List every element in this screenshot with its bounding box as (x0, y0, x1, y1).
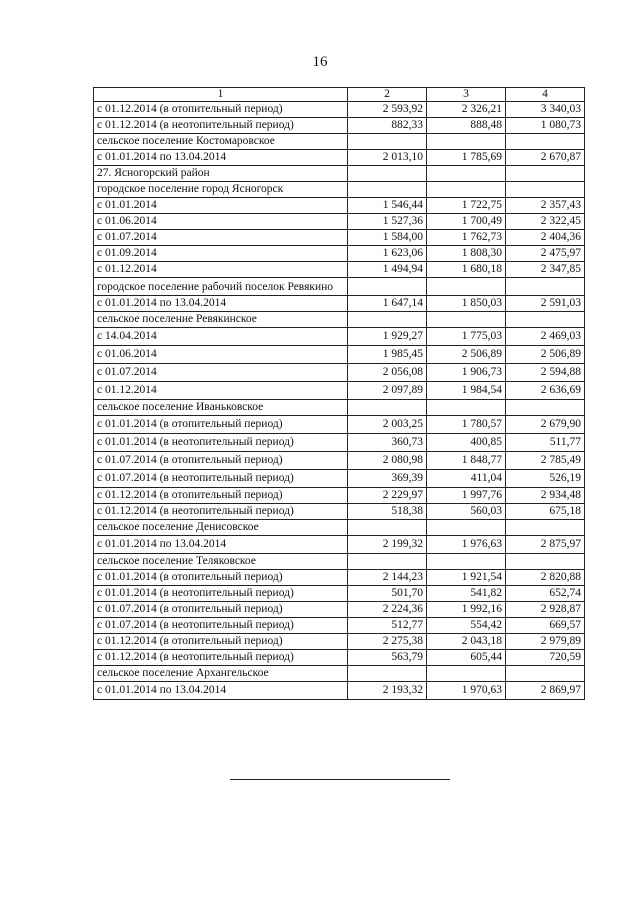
value-col-4: 2 357,43 (506, 198, 585, 214)
value-col-3 (427, 312, 506, 328)
table-body (94, 102, 585, 700)
section-label: городское поселение рабочий поселок Ревякино (94, 278, 348, 296)
section-label: городское поселение город Ясногорск (94, 182, 348, 198)
value-col-3: 1 775,03 (427, 328, 506, 346)
value-col-2: 2 193,32 (348, 682, 427, 700)
value-col-2 (348, 666, 427, 682)
value-col-4: 2 591,03 (506, 296, 585, 312)
value-col-3: 400,85 (427, 434, 506, 452)
table-row (94, 296, 585, 312)
value-col-3: 1 848,77 (427, 452, 506, 470)
value-col-3: 554,42 (427, 618, 506, 634)
value-col-2 (348, 520, 427, 536)
section-row (94, 182, 585, 198)
value-col-2: 2 003,25 (348, 416, 427, 434)
table-row (94, 452, 585, 470)
value-col-4 (506, 166, 585, 182)
value-col-4: 2 506,89 (506, 346, 585, 364)
column-header-3: 3 (427, 88, 506, 102)
value-col-3: 1 970,63 (427, 682, 506, 700)
period-label: с 01.12.2014 (94, 382, 348, 400)
value-col-3: 1 992,16 (427, 602, 506, 618)
table-row (94, 682, 585, 700)
period-label: с 01.07.2014 (94, 364, 348, 382)
value-col-2 (348, 554, 427, 570)
value-col-4: 2 875,97 (506, 536, 585, 554)
period-label: с 01.12.2014 (в неотопительный период) (94, 118, 348, 134)
period-label: с 01.12.2014 (в отопительный период) (94, 634, 348, 650)
value-col-3 (427, 520, 506, 536)
section-label: сельское поселение Иваньковское (94, 400, 348, 416)
period-label: с 01.01.2014 (в отопительный период) (94, 570, 348, 586)
table-row (94, 214, 585, 230)
value-col-4: 2 594,88 (506, 364, 585, 382)
tariff-table (93, 87, 585, 700)
period-label: с 01.07.2014 (в неотопительный период) (94, 470, 348, 488)
value-col-4: 1 080,73 (506, 118, 585, 134)
value-col-3: 1 680,18 (427, 262, 506, 278)
section-row (94, 400, 585, 416)
table-row (94, 586, 585, 602)
value-col-4 (506, 182, 585, 198)
table-row (94, 536, 585, 554)
value-col-4: 2 322,45 (506, 214, 585, 230)
value-col-3: 1 722,75 (427, 198, 506, 214)
value-col-2: 2 199,32 (348, 536, 427, 554)
value-col-2: 518,38 (348, 504, 427, 520)
value-col-2 (348, 278, 427, 296)
value-col-4: 3 340,03 (506, 102, 585, 118)
value-col-3 (427, 166, 506, 182)
table-row (94, 364, 585, 382)
value-col-4: 2 979,89 (506, 634, 585, 650)
value-col-4: 2 869,97 (506, 682, 585, 700)
section-row (94, 554, 585, 570)
period-label: с 14.04.2014 (94, 328, 348, 346)
value-col-3 (427, 554, 506, 570)
value-col-2: 1 623,06 (348, 246, 427, 262)
value-col-4 (506, 134, 585, 150)
period-label: с 01.12.2014 (в отопительный период) (94, 102, 348, 118)
table-row (94, 570, 585, 586)
value-col-2: 1 647,14 (348, 296, 427, 312)
section-row (94, 312, 585, 328)
period-label: с 01.01.2014 (в неотопительный период) (94, 434, 348, 452)
table-row (94, 102, 585, 118)
table-row (94, 328, 585, 346)
period-label: с 01.07.2014 (в отопительный период) (94, 602, 348, 618)
period-label: с 01.12.2014 (в отопительный период) (94, 488, 348, 504)
value-col-3: 1 700,49 (427, 214, 506, 230)
table-row (94, 230, 585, 246)
section-row (94, 134, 585, 150)
table-row (94, 634, 585, 650)
value-col-3: 1 997,76 (427, 488, 506, 504)
value-col-3: 605,44 (427, 650, 506, 666)
value-col-4: 2 928,87 (506, 602, 585, 618)
footer-divider (230, 779, 450, 780)
period-label: с 01.07.2014 (94, 230, 348, 246)
table-row (94, 346, 585, 364)
period-label: с 01.09.2014 (94, 246, 348, 262)
table-row (94, 650, 585, 666)
value-col-4 (506, 554, 585, 570)
value-col-4: 2 679,90 (506, 416, 585, 434)
value-col-3: 411,04 (427, 470, 506, 488)
section-label: сельское поселение Денисовское (94, 520, 348, 536)
section-row (94, 166, 585, 182)
section-label: сельское поселение Теляковское (94, 554, 348, 570)
period-label: с 01.01.2014 (в неотопительный период) (94, 586, 348, 602)
value-col-4: 720,59 (506, 650, 585, 666)
value-col-4: 2 934,48 (506, 488, 585, 504)
column-header-4: 4 (506, 88, 585, 102)
table-row (94, 198, 585, 214)
section-label: 27. Ясногорский район (94, 166, 348, 182)
value-col-4: 2 475,97 (506, 246, 585, 262)
value-col-2: 1 494,94 (348, 262, 427, 278)
period-label: с 01.01.2014 по 13.04.2014 (94, 150, 348, 166)
table-row (94, 618, 585, 634)
period-label: с 01.01.2014 по 13.04.2014 (94, 536, 348, 554)
value-col-4 (506, 400, 585, 416)
table-row (94, 602, 585, 618)
value-col-4: 2 820,88 (506, 570, 585, 586)
table-row (94, 246, 585, 262)
value-col-3 (427, 278, 506, 296)
value-col-2 (348, 182, 427, 198)
period-label: с 01.06.2014 (94, 346, 348, 364)
table-header-row (94, 88, 585, 102)
value-col-2: 882,33 (348, 118, 427, 134)
table-row (94, 504, 585, 520)
table-row (94, 262, 585, 278)
value-col-4 (506, 312, 585, 328)
table-row (94, 382, 585, 400)
period-label: с 01.12.2014 (в неотопительный период) (94, 504, 348, 520)
table-row (94, 470, 585, 488)
value-col-3: 560,03 (427, 504, 506, 520)
page-number: 16 (312, 54, 328, 70)
section-row (94, 278, 585, 296)
column-header-2: 2 (348, 88, 427, 102)
value-col-3: 1 762,73 (427, 230, 506, 246)
value-col-2: 1 546,44 (348, 198, 427, 214)
value-col-2: 360,73 (348, 434, 427, 452)
value-col-2: 501,70 (348, 586, 427, 602)
value-col-4: 2 670,87 (506, 150, 585, 166)
value-col-2: 1 929,27 (348, 328, 427, 346)
value-col-3: 1 785,69 (427, 150, 506, 166)
value-col-4: 526,19 (506, 470, 585, 488)
value-col-2: 2 144,23 (348, 570, 427, 586)
value-col-4 (506, 520, 585, 536)
value-col-3: 1 984,54 (427, 382, 506, 400)
period-label: с 01.12.2014 (в неотопительный период) (94, 650, 348, 666)
value-col-3 (427, 666, 506, 682)
value-col-4: 2 404,36 (506, 230, 585, 246)
value-col-4: 2 636,69 (506, 382, 585, 400)
period-label: с 01.01.2014 (94, 198, 348, 214)
table-row (94, 150, 585, 166)
section-label: сельское поселение Архангельское (94, 666, 348, 682)
value-col-3 (427, 400, 506, 416)
table-row (94, 416, 585, 434)
value-col-3: 888,48 (427, 118, 506, 134)
value-col-2 (348, 312, 427, 328)
value-col-2 (348, 134, 427, 150)
table-row (94, 118, 585, 134)
value-col-3: 2 326,21 (427, 102, 506, 118)
table-row (94, 488, 585, 504)
value-col-2: 2 097,89 (348, 382, 427, 400)
value-col-3: 1 850,03 (427, 296, 506, 312)
value-col-3: 2 506,89 (427, 346, 506, 364)
period-label: с 01.07.2014 (в неотопительный период) (94, 618, 348, 634)
value-col-2: 512,77 (348, 618, 427, 634)
value-col-3 (427, 182, 506, 198)
value-col-3: 541,82 (427, 586, 506, 602)
period-label: с 01.07.2014 (в отопительный период) (94, 452, 348, 470)
value-col-2: 2 229,97 (348, 488, 427, 504)
value-col-2: 1 584,00 (348, 230, 427, 246)
value-col-2: 1 985,45 (348, 346, 427, 364)
value-col-2: 563,79 (348, 650, 427, 666)
value-col-2 (348, 166, 427, 182)
period-label: с 01.01.2014 по 13.04.2014 (94, 296, 348, 312)
value-col-3: 2 043,18 (427, 634, 506, 650)
value-col-4 (506, 278, 585, 296)
value-col-3 (427, 134, 506, 150)
value-col-2: 2 224,36 (348, 602, 427, 618)
period-label: с 01.12.2014 (94, 262, 348, 278)
section-label: сельское поселение Костомаровское (94, 134, 348, 150)
period-label: с 01.01.2014 по 13.04.2014 (94, 682, 348, 700)
section-row (94, 666, 585, 682)
value-col-4: 2 469,03 (506, 328, 585, 346)
value-col-2: 2 275,38 (348, 634, 427, 650)
value-col-4: 511,77 (506, 434, 585, 452)
value-col-4: 2 347,85 (506, 262, 585, 278)
value-col-2 (348, 400, 427, 416)
table-row (94, 434, 585, 452)
value-col-4: 652,74 (506, 586, 585, 602)
value-col-4: 675,18 (506, 504, 585, 520)
value-col-3: 1 808,30 (427, 246, 506, 262)
value-col-2: 2 013,10 (348, 150, 427, 166)
value-col-2: 369,39 (348, 470, 427, 488)
value-col-2: 1 527,36 (348, 214, 427, 230)
value-col-3: 1 906,73 (427, 364, 506, 382)
column-header-1: 1 (94, 88, 348, 102)
period-label: с 01.06.2014 (94, 214, 348, 230)
value-col-2: 2 080,98 (348, 452, 427, 470)
section-label: сельское поселение Ревякинское (94, 312, 348, 328)
section-row (94, 520, 585, 536)
value-col-3: 1 780,57 (427, 416, 506, 434)
value-col-4: 669,57 (506, 618, 585, 634)
value-col-4 (506, 666, 585, 682)
value-col-2: 2 056,08 (348, 364, 427, 382)
value-col-3: 1 921,54 (427, 570, 506, 586)
value-col-3: 1 976,63 (427, 536, 506, 554)
value-col-4: 2 785,49 (506, 452, 585, 470)
period-label: с 01.01.2014 (в отопительный период) (94, 416, 348, 434)
value-col-2: 2 593,92 (348, 102, 427, 118)
